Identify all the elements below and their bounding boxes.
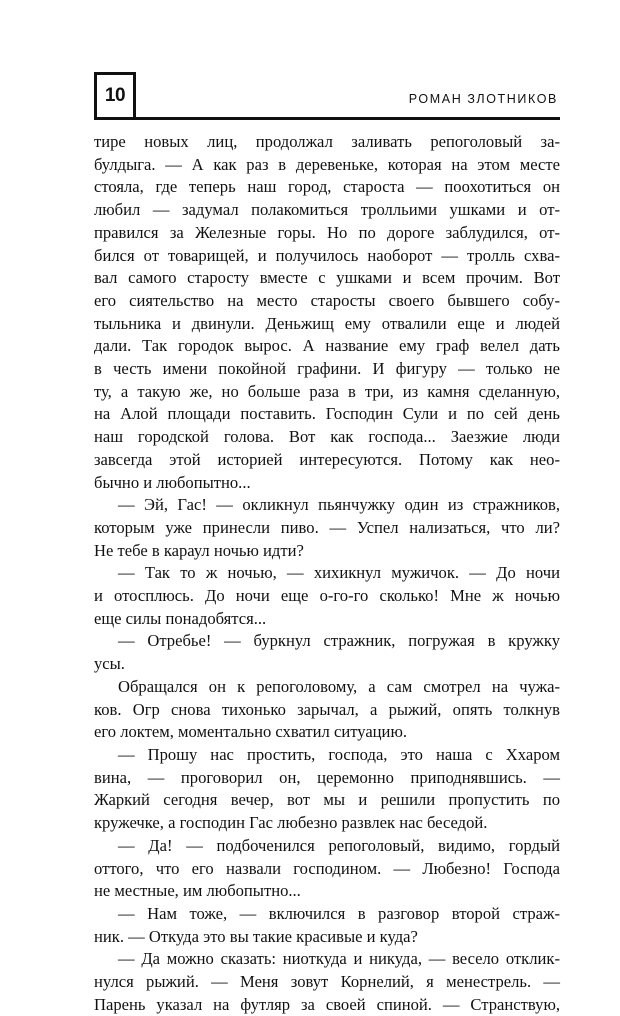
- author-name: РОМАН ЗЛОТНИКОВ: [408, 92, 558, 106]
- running-header: [94, 72, 560, 122]
- text-line: вина, — проговорил он, церемонно приподнявшись. —: [94, 767, 560, 787]
- page-number: 10: [94, 72, 136, 120]
- text-line: стояла, где теперь наш город, староста — поохотиться он: [94, 177, 560, 197]
- text-line: не местные, им любопытно...: [94, 881, 301, 901]
- header-rule: [136, 117, 560, 120]
- text-line: Жаркий сегодня вечер, вот мы и решили пропустить по: [94, 790, 560, 810]
- text-line: булдыга. — А как раз в деревеньке, которая на этом месте: [94, 154, 560, 174]
- text-line: бился от товарищей, и получилось наоборот — тролль схва-: [94, 245, 560, 265]
- text-line: Обращался он к репоголовому, а сам смотрел на чужа-: [118, 676, 560, 696]
- text-line: — Нам тоже, — включился в разговор второй страж-: [118, 903, 560, 923]
- text-line: завсегда этой историей интересуются. Потому как нео-: [94, 449, 560, 469]
- text-line: ту, а такую же, но больше раза в три, из камня сделанную,: [94, 381, 560, 401]
- text-line: тыльника и двинули. Деньжищ ему отвалили еще и людей: [94, 313, 560, 333]
- text-line: тире новых лиц, продолжал заливать репоголовый за-: [94, 132, 560, 151]
- text-line: ков. Огр снова тихонько зарычал, а рыжий, опять толкнув: [94, 699, 560, 719]
- text-line: наш городской голова. Вот как господа... Заезжие люди: [94, 427, 560, 447]
- text-line: — Эй, Гас! — окликнул пьянчужку один из стражников,: [118, 495, 560, 515]
- text-line: — Да можно сказать: ниоткуда и никуда, — весело отклик-: [118, 949, 560, 969]
- text-line: вал самого старосту вместе с ушками и всем прочим. Вот: [94, 268, 560, 288]
- text-line: — Отребье! — буркнул стражник, погружая в кружку: [118, 631, 560, 651]
- text-line: правился за Железные горы. Но по дороге заблудился, от-: [94, 222, 560, 242]
- text-line: — Да! — подбоченился репоголовый, видимо, гордый: [118, 835, 560, 855]
- text-line: кружечке, а господин Гас любезно развлек нас беседой.: [94, 813, 488, 833]
- text-line: в честь имени покойной графини. И фигуру — только не: [94, 359, 560, 379]
- text-line: — Так то ж ночью, — хихикнул мужичок. — До ночи: [118, 563, 560, 583]
- text-line: и отосплюсь. До ночи еще о-го-го сколько! Мне ж ночью: [94, 586, 560, 606]
- text-line: дали. Так городок вырос. А название ему граф велел дать: [94, 336, 560, 356]
- text-line: Парень указал на футляр за своей спиной. — Странствую,: [94, 994, 560, 1014]
- text-line: его сиятельство на место старосты своего бывшего собу-: [94, 290, 560, 310]
- text-line: — Прошу нас простить, господа, это наша с Ххаром: [118, 744, 560, 764]
- text-line: которым уже принесли пиво. — Успел нализаться, что ли?: [94, 517, 560, 537]
- text-line: еще силы понадобятся...: [94, 608, 267, 628]
- body-text: [94, 131, 560, 1016]
- text-line: ник. — Откуда это вы такие красивые и куда?: [94, 926, 418, 946]
- text-line: бычно и любопытно...: [94, 472, 251, 492]
- text-line: оттого, что его назвали господином. — Любезно! Господа: [94, 858, 560, 878]
- text-line: любил — задумал полакомиться тролльими ушками и от-: [94, 200, 560, 220]
- text-line: Не тебе в караул ночью идти?: [94, 540, 304, 560]
- text-line: усы.: [94, 654, 125, 674]
- text-line: на Алой площади поставить. Господин Сули и по сей день: [94, 404, 560, 424]
- text-line: его локтем, моментально схватил ситуацию.: [94, 722, 407, 742]
- text-line: нулся рыжий. — Меня зовут Корнелий, я менестрель. —: [94, 972, 560, 992]
